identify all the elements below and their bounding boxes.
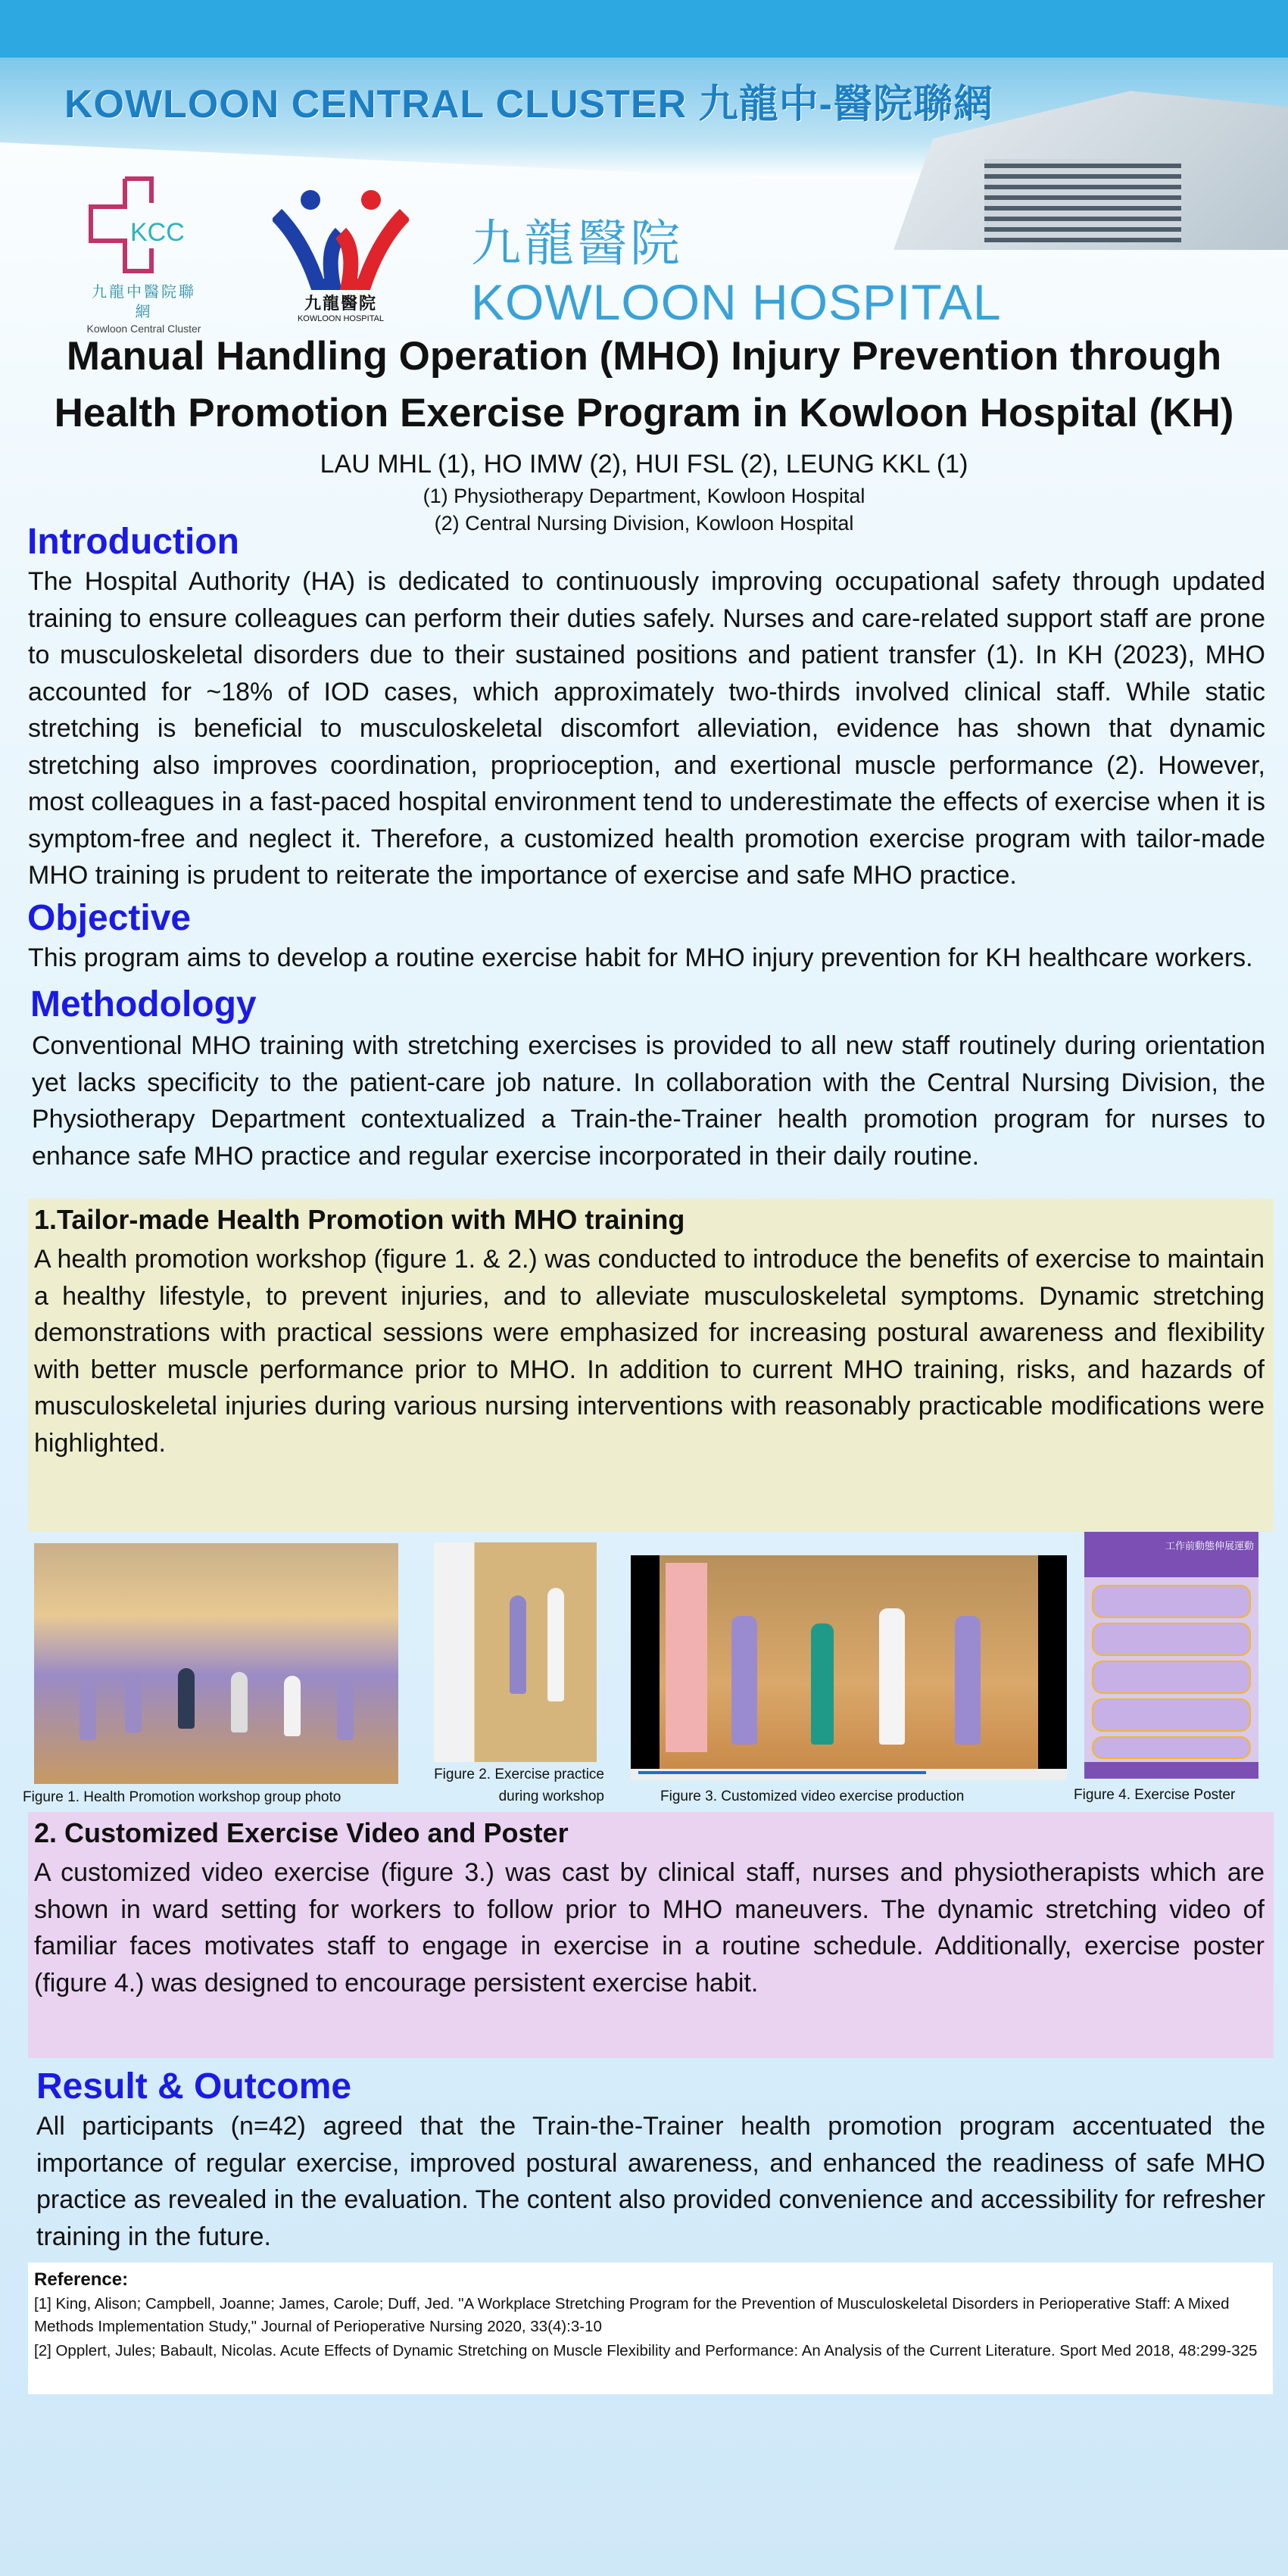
figure4-exercise-poster: [1084, 1532, 1258, 1779]
figure2-caption-line2: during workshop: [498, 1789, 604, 1804]
figures-row: [0, 1532, 1288, 1812]
kh-logo-cn: 九龍醫院: [304, 294, 377, 313]
kcc-logo-cn: 九龍中醫院聯網: [92, 284, 196, 320]
poster-body: [0, 522, 1288, 2394]
video-progress[interactable]: [638, 1771, 926, 1774]
reference-item-2: [2] Opplert, Jules; Babault, Nicolas. Acute Effects of Dynamic Stretching on Muscle Flexibility and Performance: An Analysis of the Current Literature. Sport Med 2018, 48:299-325: [34, 2342, 1258, 2359]
methodology-text: Conventional MHO training with stretching exercises is provided to all new staff routinely during orientation yet lacks specificity to the patient-care job nature. In collaboration with the Central Nursing Division, the Physiotherapy Department contextualized a Train-the-Trainer health promotion program for nurses to enhance safe MHO practice and regular exercise incorporated in their daily routine.: [32, 1031, 1265, 1171]
affiliation-1: (1) Physiotherapy Department, Kowloon Hospital: [423, 485, 865, 507]
hospital-name-chinese: 九龍醫院: [471, 215, 683, 271]
introduction-text: The Hospital Authority (HA) is dedicated to continuously improving occupational safety through updated training to ensure colleagues can perform their duties safely. Nurses and care-related support staff are prone to musculoskeletal disorders due to their sustained positions and patient transfer (1). In KH (2023), MHO accounted for ~18% of IOD cases, which approximately two-thirds involved clinical staff. While static stretching is beneficial to musculoskeletal discomfort alleviation, evidence has shown that dynamic stretching also improves coordination, proprioception, and exertional muscle performance (2). However, most colleagues in a fast-paced hospital environment tend to underestimate the effects of exercise when it is symptom-free and neglect it. Therefore, a customized health promotion exercise program with tailor-made MHO training is prudent to reiterate the importance of exercise and safe MHO practice.: [28, 567, 1265, 890]
authors: LAU MHL (1), HO IMW (2), HUI FSL (2), LEUNG KKL (1): [320, 450, 968, 479]
objective-text: This program aims to develop a routine exercise habit for MHO injury prevention for KH healthcare workers.: [28, 943, 1253, 972]
kcc-logo-en: Kowloon Central Cluster: [86, 323, 201, 335]
section1-heading: 1.Tailor-made Health Promotion with MHO training: [34, 1204, 685, 1235]
kh-heart-people-icon: [273, 188, 409, 290]
top-band: [0, 0, 1288, 58]
kowloon-hospital-logo: [273, 188, 409, 332]
figure2-exercise-practice-photo: [434, 1542, 597, 1762]
introduction-heading: Introduction: [27, 522, 239, 562]
kcc-cross-icon: [83, 173, 204, 279]
poster-title: 工作前動態伸展運動: [1084, 1532, 1258, 1577]
figure1-group-photo: [34, 1543, 398, 1784]
methodology-heading: Methodology: [30, 984, 257, 1024]
figure3-video-frame: [631, 1555, 1067, 1780]
section1-text: A health promotion workshop (figure 1. & 2.) was conducted to introduce the benefits of exercise to maintain a healthy lifestyle, to prevent injuries, and to alleviate musculoskeletal symptoms. Dynamic stretching demonstrations with practical sessions were emphasized for increasing postural awareness and flexibility with better muscle performance prior to MHO. In addition to current MHO training, risks, and hazards of musculoskeletal injuries during various nursing interventions with reasonably practicable modifications were highlighted.: [34, 1245, 1265, 1458]
figure1-caption: Figure 1. Health Promotion workshop group photo: [23, 1789, 341, 1805]
reference-item-1: [1] King, Alison; Campbell, Joanne; James, Carole; Duff, Jed. "A Workplace Stretching Program for the Prevention of Musculoskeletal Disorders in Perioperative Staff: A Mixed Methods Implementation Study," Journal of Perioperative Nursing 2020, 33(4):3-10: [34, 2295, 1230, 2335]
figure4-caption: Figure 4. Exercise Poster: [1074, 1787, 1236, 1803]
section2-text: A customized video exercise (figure 3.) was cast by clinical staff, nurses and physiotherapists which are shown in ward setting for workers to follow prior to MHO maneuvers. The dynamic stretching video of familiar faces motivates staff to engage in exercise in a routine schedule. Additionally, exercise poster (figure 4.) was designed to encourage persistent exercise habit.: [34, 1858, 1265, 1997]
svg-text:KCC: KCC: [130, 218, 185, 247]
poster-title-line2: Health Promotion Exercise Program in Kowloon Hospital (KH): [54, 391, 1234, 435]
section2-box: [28, 1812, 1274, 2058]
objective-heading: Objective: [27, 897, 192, 938]
section1-box: [28, 1199, 1274, 1532]
affiliation-2: (2) Central Nursing Division, Kowloon Hospital: [434, 512, 854, 535]
reference-heading: Reference:: [34, 2269, 129, 2290]
reference-box: [28, 2263, 1273, 2394]
cluster-banner-title: KOWLOON CENTRAL CLUSTER 九龍中-醫院聯網: [64, 83, 993, 126]
kcc-logo: [83, 173, 204, 335]
figure2-caption-line1: Figure 2. Exercise practice: [434, 1767, 604, 1782]
result-heading: Result & Outcome: [36, 2066, 352, 2107]
figure3-caption: Figure 3. Customized video exercise production: [660, 1789, 965, 1804]
section2-heading: 2. Customized Exercise Video and Poster: [34, 1817, 569, 1848]
hospital-name-english: KOWLOON HOSPITAL: [471, 274, 1002, 330]
poster-title-line1: Manual Handling Operation (MHO) Injury Prevention through: [66, 334, 1222, 379]
result-text: All participants (n=42) agreed that the Train-the-Trainer health promotion program accentuated the importance of regular exercise, improved postural awareness, and enhanced the readiness of safe MHO practice as revealed in the evaluation. The content also provided convenience and accessibility for refresher training in the future.: [36, 2112, 1265, 2251]
kh-logo-en: KOWLOON HOSPITAL: [297, 314, 385, 323]
